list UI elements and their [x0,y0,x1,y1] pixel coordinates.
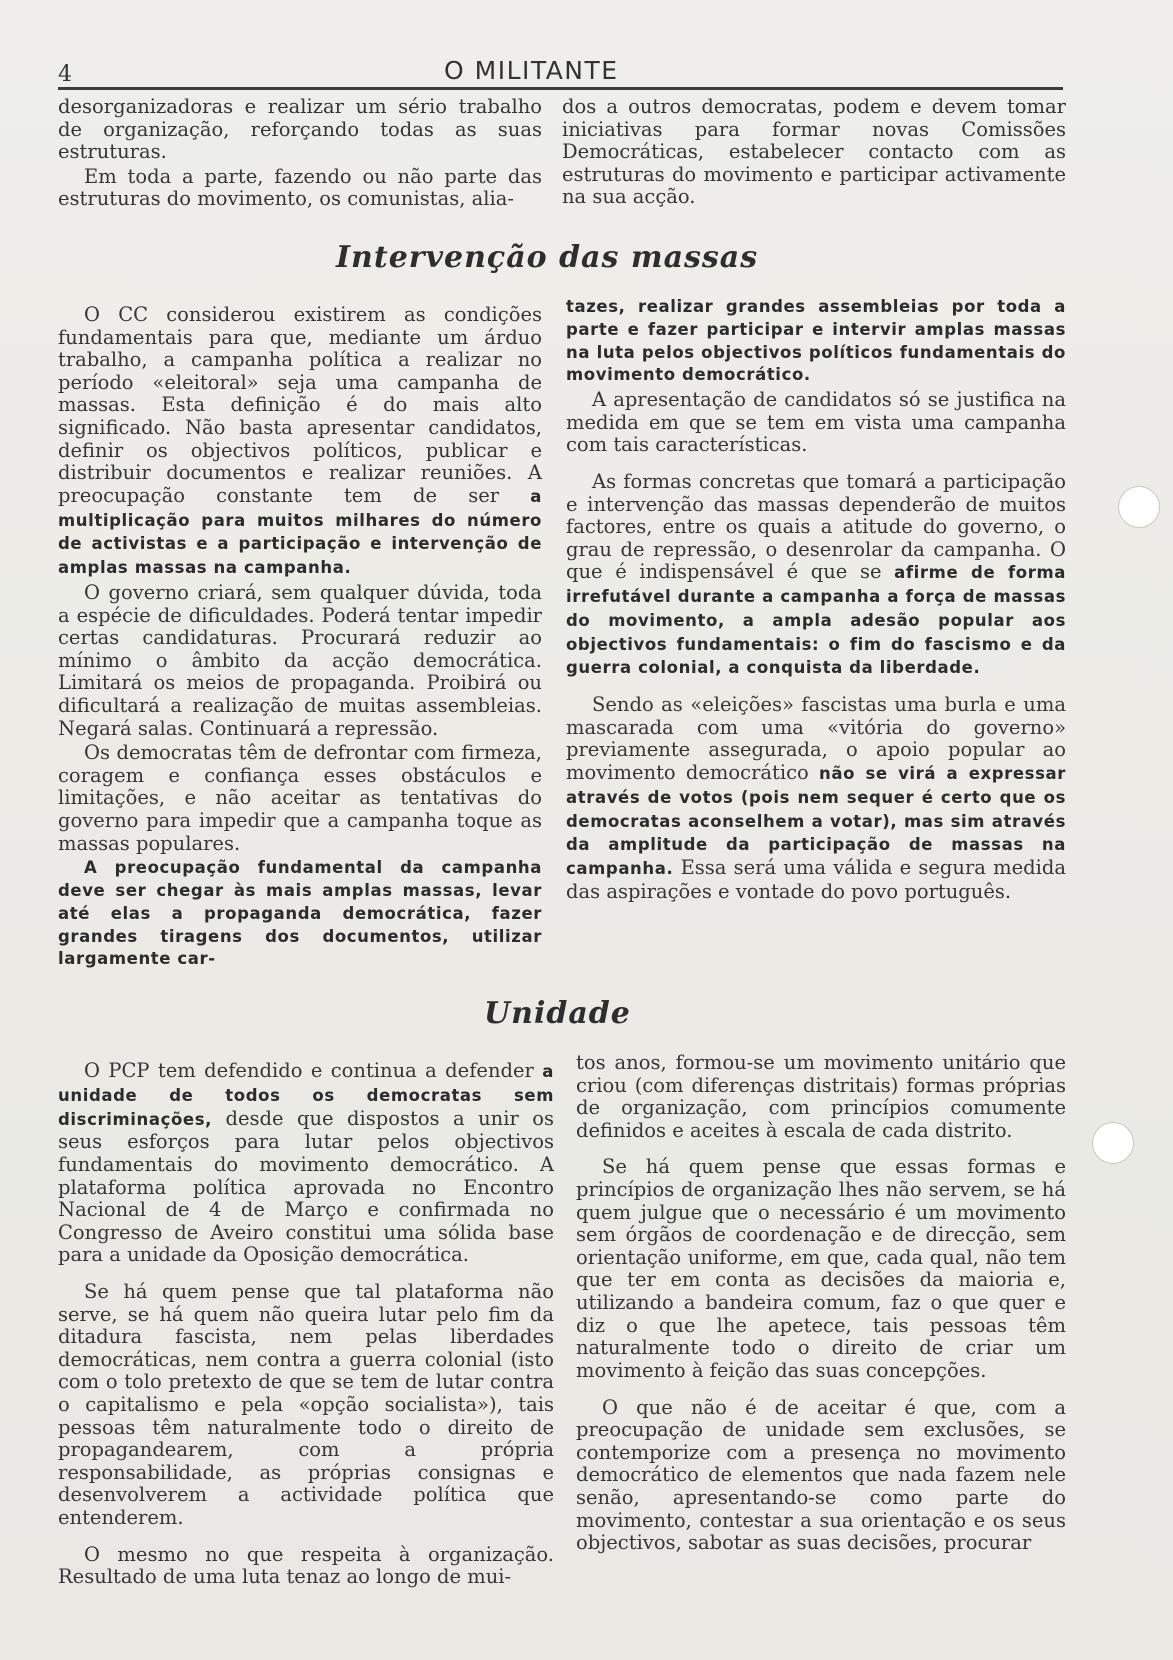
section-heading-unidade: Unidade [484,996,631,1031]
paragraph: tos anos, formou-se um movimento unitário que criou (com diferenças distritais) formas próprias de organização, com princípios comumente definidos e aceites à escala de cada distrito. [576,1051,1066,1142]
paragraph: Se há quem pense que essas formas e princípios de organização lhes não servem, se há quem julgue que o necessário é um movimento sem órgãos de coordenação e de direcção, sem orientação uniforme, em que, cada qual, não tem que ter em conta as decisões da maioria e, utilizando a bandeira comum, faz o que quer e diz o que lhe apetece, tais pessoas têm naturalmente todo o direito de criar um movimento à feição das suas concepções. [576,1155,1066,1382]
publication-title: O MILITANTE [444,56,619,85]
section1-left-column [58,304,542,973]
paragraph-text: Sendo as «eleições» fascistas uma burla e uma mascarada com uma «vitória do governo» previamente assegurada, o apoio popular ao movimento democrático [566,693,1066,784]
bold-paragraph: A preocupação fundamental da campanha deve ser chegar às mais amplas massas, levar até elas a propaganda democrática, fazer grandes tiragens dos documentos, utilizar largamente car- [58,858,542,969]
paragraph: dos a outros democratas, podem e devem tomar iniciativas para formar novas Comissões Democráticas, estabelecer contacto com as estruturas do movimento e participar activamente na sua acção. [562,95,1066,209]
paragraph-text: O PCP tem defendido e continua a defender [84,1059,534,1082]
page-number: 4 [58,62,72,87]
paragraph [566,694,1066,903]
paragraph-text: O CC considerou existirem as condições fundamentais para que, mediante um árduo trabalho, a campanha política a realizar no período «eleitoral» seja uma campanha de massas. Esta definição é do mais alto significado. Não basta apresentar candidatos, definir os objectivos políticos, publicar e distribuir documentos e realizar reuniões. A preocupação constante tem de ser [58,303,542,507]
section2-right-column [576,1052,1066,1569]
paragraph: Se há quem pense que tal plataforma não serve, se há quem não queira lutar pelo fim da ditadura fascista, nem pelas liberdades democráticas, nem contra a guerra colonial (isto com o tolo pretexto de que se tem de lutar contra o capitalismo e pela «opção socialista»), tais pessoas têm naturalmente todo o direito de propagandearem, com a própria responsabilidade, as próprias consignas e desenvolverem a actividade política que entenderem. [58,1279,554,1530]
paragraph: O mesmo no que respeita à organização. Resultado de uma luta tenaz ao longo de mui- [58,1542,554,1589]
section-heading-intervencao: Intervenção das massas [336,240,759,275]
paragraph [58,304,542,580]
top-right-column [562,96,1066,223]
paragraph [566,471,1066,680]
paragraph-text: As formas concretas que tomará a participação e intervenção das massas dependerão de muitos factores, entre os quais a atitude do governo, o grau de repressão, o desenrolar da campanha. O que é indispensável é que se [566,469,1066,584]
bold-text: a multiplicação para muitos milhares do número de activistas e a participação e intervenção de amplas massas na campanha. [58,486,542,578]
paragraph: A apresentação de candidatos só se justifica na medida em que se tem em vista uma campanha com tais características. [566,388,1066,457]
top-left-column [58,96,542,213]
punch-hole [1092,1122,1134,1164]
paragraph: Em toda a parte, fazendo ou não parte das estruturas do movimento, os comunistas, alia- [58,164,542,211]
punch-hole [1118,486,1160,528]
section1-right-column [566,296,1066,917]
paragraph-text: desde que dispostos a unir os seus esforços para lutar pelos objectivos fundamentais do movimento democrático. A plataforma política aprovada no Encontro Nacional de 4 de Março e confirmada no Congresso de Aveiro constitui uma sólida base para a unidade da Oposição democrática. [58,1106,554,1267]
paragraph: O governo criará, sem qualquer dúvida, toda a espécie de dificuldades. Poderá tentar impedir certas candidaturas. Procurará reduzir ao mínimo o âmbito da acção democrática. Limitará os meios de propaganda. Proibirá ou dificultará a realização de muitas assembleias. Negará salas. Continuará a repressão. [58,580,542,740]
bold-text: não se virá a expressar através de votos (pois nem sequer é certo que os democratas aconselhem a votar), mas sim através da amplitude da participação de massas na campanha. [566,763,1066,879]
paragraph: desorganizadoras e realizar um sério trabalho de organização, reforçando todas as suas estruturas. [58,95,542,164]
section2-left-column [58,1060,554,1603]
paragraph: O que não é de aceitar é que, com a preocupação de unidade sem exclusões, se contemporize com a presença no movimento democrático de elementos que nada fazem nele senão, apresentando-se como parte do movimento, contestar a sua orientação e os seus objectivos, sabotar as suas decisões, procurar [576,1395,1066,1555]
paragraph [58,1060,554,1267]
paragraph-text: Essa será uma válida e segura medida das aspirações e vontade do povo português. [566,856,1066,903]
bold-text: afirme de forma irrefutável durante a campanha a força de massas do movimento, a ampla adesão popular aos objectivos fundamentais: o fim do fascismo e da guerra colonial, a conquista da liberdade. [566,563,1066,678]
bold-text: a unidade de todos os democratas sem discriminações, [58,1062,554,1129]
paragraph: Os democratas têm de defrontar com firmeza, coragem e confiança esses obstáculos e limitações, e não aceitar as tentativas do governo para impedir que a campanha toque as massas populares. [58,741,542,855]
header-rule [58,87,1063,90]
page-header [58,52,1063,92]
bold-paragraph: tazes, realizar grandes assembleias por toda a parte e fazer participar e intervir amplas massas na luta pelos objectivos políticos fundamentais do movimento democrático. [566,297,1066,385]
